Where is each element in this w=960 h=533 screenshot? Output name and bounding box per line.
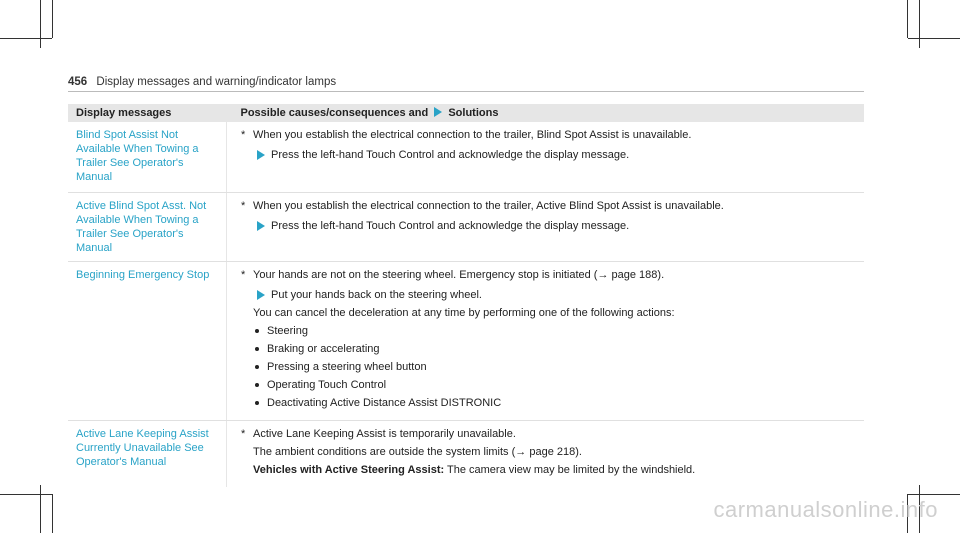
info-paragraph (241, 463, 858, 477)
display-message: Blind Spot Assist Not Available When Towing a Trailer See Operator's Manual (68, 122, 227, 192)
step-text: Put your hands back on the steering wheel. (271, 288, 482, 301)
vehicle-condition-label: Vehicles with Active Steering Assist: (253, 463, 445, 476)
step-arrow-icon (257, 290, 265, 300)
list-item-text: Braking or accelerating (267, 342, 380, 355)
list-item-text: Steering (267, 324, 308, 337)
info-text: The camera view may be limited by the windshield. (447, 463, 696, 476)
list-item (241, 378, 858, 392)
crop-mark (908, 494, 960, 495)
cause-text: Active Lane Keeping Assist is temporarily unavailable. (253, 427, 516, 440)
cause-text: Your hands are not on the steering wheel. Emergency stop is initiated (→ page 188). (253, 268, 665, 281)
table-row (68, 122, 864, 192)
info-paragraph: The ambient conditions are outside the system limits (→ page 218). (253, 445, 582, 458)
crop-mark (40, 0, 41, 48)
solution-step (241, 148, 858, 162)
table-row (68, 261, 864, 420)
solution-step (241, 219, 858, 233)
asterisk: * (241, 199, 246, 212)
list-item (241, 360, 858, 374)
table-row (68, 192, 864, 261)
list-item-text: Operating Touch Control (267, 378, 387, 391)
step-text: Press the left-hand Touch Control and acknowledge the display message. (271, 219, 630, 232)
list-item-text: Deactivating Active Distance Assist DISTRONIC (267, 396, 502, 409)
bullet-icon (255, 383, 259, 387)
crop-mark (52, 0, 53, 38)
solution-step (241, 288, 858, 302)
col-header-solutions-text: Solutions (448, 107, 499, 119)
col-header-causes (227, 104, 865, 122)
cause-line (241, 199, 858, 213)
crop-mark (0, 38, 52, 39)
bullet-icon (255, 347, 259, 351)
crop-mark (908, 38, 960, 39)
cause-line (241, 427, 858, 441)
asterisk: * (241, 427, 246, 440)
solution-arrow-icon (434, 107, 442, 117)
step-arrow-icon (257, 150, 265, 160)
page-number: 456 (68, 76, 88, 88)
asterisk: * (241, 268, 246, 281)
crop-mark (0, 494, 52, 495)
list-item-text: Pressing a steering wheel button (267, 360, 427, 373)
display-message: Beginning Emergency Stop (68, 261, 227, 420)
message-details (227, 192, 865, 261)
info-paragraph: You can cancel the deceleration at any time by performing one of the following actions: (253, 306, 675, 319)
crop-mark (52, 494, 53, 533)
step-text: Press the left-hand Touch Control and acknowledge the display message. (271, 149, 630, 161)
crop-mark (907, 0, 908, 38)
bullet-icon (255, 365, 259, 369)
display-message: Active Blind Spot Asst. Not Available When Towing a Trailer See Operator's Manual (68, 192, 227, 261)
cause-line (241, 128, 858, 142)
message-details (227, 261, 865, 420)
step-arrow-icon (257, 221, 265, 231)
crop-mark (40, 485, 41, 533)
cause-text: When you establish the electrical connection to the trailer, Blind Spot Assist is unavailable. (253, 129, 692, 141)
bullet-icon (255, 401, 259, 405)
message-details (227, 122, 865, 192)
cause-line (241, 268, 858, 282)
message-details (227, 420, 865, 487)
display-message: Active Lane Keeping Assist Currently Unavailable See Operator's Manual (76, 427, 209, 468)
header-rule (68, 91, 864, 92)
messages-table (68, 104, 864, 487)
bullet-icon (255, 329, 259, 333)
page-title: Display messages and warning/indicator lamps (96, 76, 337, 88)
list-item (241, 324, 858, 338)
col-header-messages: Display messages (68, 104, 227, 122)
asterisk: * (241, 129, 246, 141)
col-header-causes-text: Possible causes/consequences and (240, 107, 429, 119)
watermark: carmanualsonline.info (713, 497, 938, 522)
table-header-row (68, 104, 864, 122)
list-item (241, 396, 858, 410)
cause-text: When you establish the electrical connection to the trailer, Active Blind Spot Assist is unavailable. (253, 199, 724, 212)
list-item (241, 342, 858, 356)
page-header (68, 76, 336, 88)
crop-mark (919, 0, 920, 48)
table-row (68, 420, 864, 487)
